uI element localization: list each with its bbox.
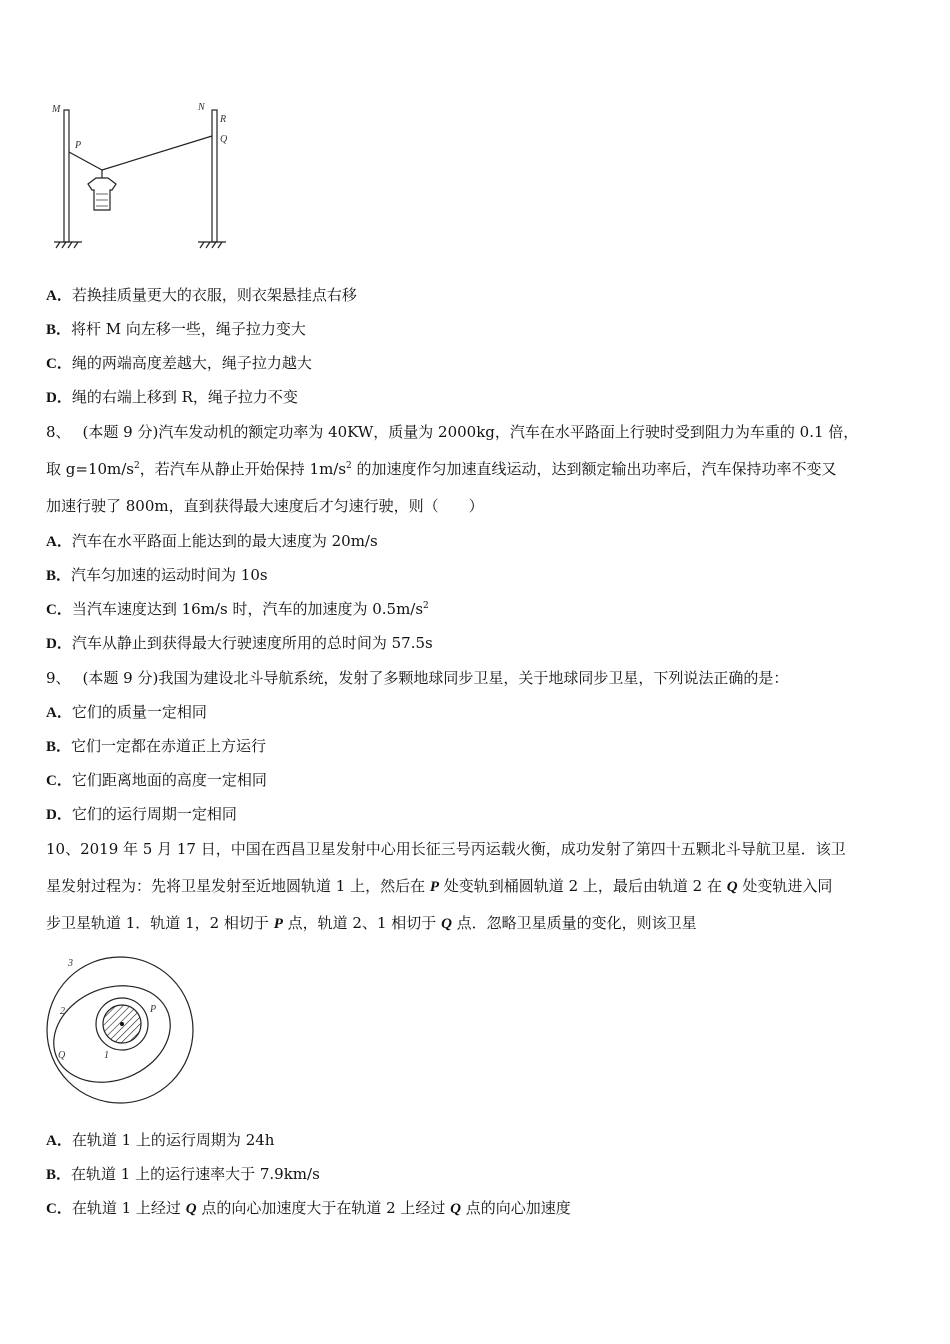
orbit-1-label: 1 [104, 1050, 109, 1061]
q7-option-d: D．绳的右端上移到 R，绳子拉力不变 [46, 388, 298, 406]
pole-n-label: N [198, 102, 205, 113]
q9-stem: 9、 (本题 9 分)我国为建设北斗导航系统，发射了多颗地球同步卫星，关于地球同步卫星，下列说法正确的是： [46, 669, 789, 687]
q8-option-a: A．汽车在水平路面上能达到的最大速度为 20m/s [46, 532, 378, 550]
q7-option-a: A．若换挂质量更大的衣服，则衣架悬挂点右移 [46, 286, 357, 304]
q9-option-d: D．它们的运行周期一定相同 [46, 805, 237, 823]
q7-option-c: C．绳的两端高度差越大，绳子拉力越大 [46, 354, 312, 372]
q8-option-b: B．汽车匀加速的运动时间为 10s [46, 566, 268, 584]
q8-option-d: D．汽车从静止到获得最大行驶速度所用的总时间为 57.5s [46, 634, 433, 652]
point-p-label: P [75, 140, 82, 151]
q10-option-b: B．在轨道 1 上的运行速率大于 7.9km/s [46, 1165, 320, 1183]
orbit-2-label: 2 [60, 1006, 65, 1017]
q8-option-c: C．当汽车速度达到 16m/s 时，汽车的加速度为 $0.5m/s^2$ [46, 600, 429, 618]
q10-option-c: C．在轨道 1 上经过 Q 点的向心加速度大于在轨道 2 上经过 Q 点的向心加速度 [46, 1199, 571, 1217]
q10-option-a: A．在轨道 1 上的运行周期为 24h [46, 1131, 275, 1149]
q8-stem-line1: 8、 (本题 9 分)汽车发动机的额定功率为 40KW，质量为 2000kg，汽车在水平路面上行驶时受到阻力为车重的 0.1 倍， [46, 423, 859, 441]
q9-option-c: C．它们距离地面的高度一定相同 [46, 771, 267, 789]
point-r-label: R [220, 114, 227, 125]
point-q-label: Q [220, 134, 228, 145]
q9-option-a: A．它们的质量一定相同 [46, 703, 207, 721]
q10-stem-line1: 10、2019 年 5 月 17 日，中国在西昌卫星发射中心用长征三号丙运载火衡，成功发射了第四十五颗北斗导航卫星．该卫 [46, 840, 846, 858]
q8-stem-line3: 加速行驶了 800m，直到获得最大速度后才匀速行驶，则（ ） [46, 497, 484, 515]
q9-option-b: B．它们一定都在赤道正上方运行 [46, 737, 267, 755]
clothesline-figure [46, 98, 246, 254]
q10-stem-line3: 步卫星轨道 1．轨道 1，2 相切于 P 点，轨道 2、1 相切于 Q 点．忽略卫星质量的变化，则该卫星 [46, 914, 697, 932]
pole-m-label: M [52, 104, 61, 115]
q8-stem-line2: 取 $g=10m/s^2$，若汽车从静止开始保持 $1m/s^2$ 的加速度作匀加速直线运动，达到额定输出功率后，汽车保持功率不变又 [46, 460, 837, 478]
q7-option-b: B．将杆 M 向左移一些，绳子拉力变大 [46, 320, 306, 338]
orbit-3-label: 3 [68, 958, 73, 969]
orbit-figure [42, 952, 202, 1112]
point-p-orbit-label: P [150, 1004, 157, 1015]
point-q-orbit-label: Q [58, 1050, 66, 1061]
q10-stem-line2: 星发射过程为：先将卫星发射至近地圆轨道 1 上，然后在 P 处变轨到桶圆轨道 2 上，最后由轨道 2 在 Q 处变轨进入同 [46, 877, 833, 895]
